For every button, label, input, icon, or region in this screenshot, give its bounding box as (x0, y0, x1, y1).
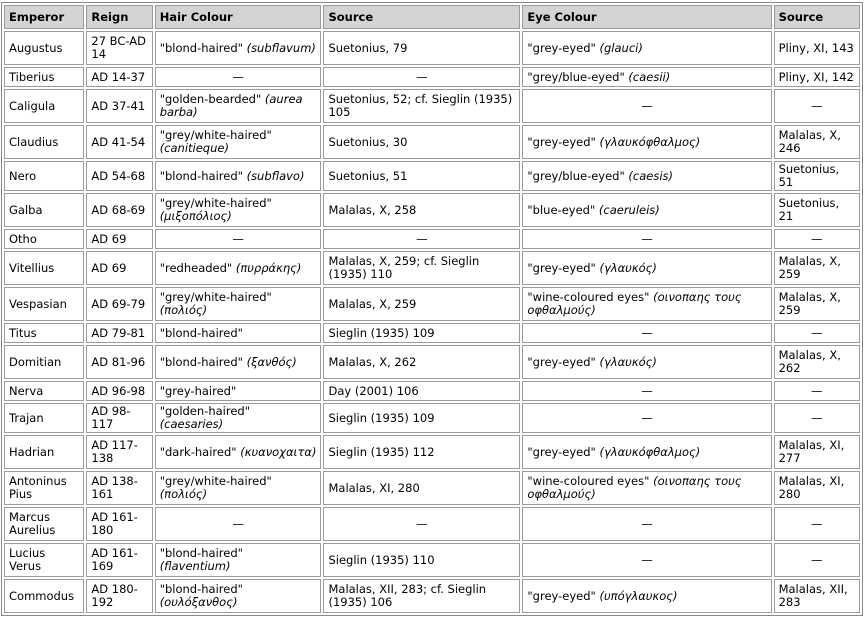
hair-source-cell: Malalas, X, 258 (323, 193, 520, 227)
emperor-cell: Trajan (4, 403, 84, 433)
emperor-cell: Claudius (4, 125, 84, 159)
hair-colour-cell-term: (πολιός) (159, 303, 208, 317)
emperors-table (1, 2, 863, 616)
header-row (4, 5, 860, 29)
reign-cell: AD 161-169 (86, 543, 152, 577)
hair-colour-cell (155, 89, 322, 123)
table-row (4, 471, 860, 505)
eye-colour-cell-text: "grey/blue-eyed" (527, 69, 625, 84)
eye-source-cell: Malalas, X, 262 (774, 345, 860, 379)
table-row (4, 543, 860, 577)
hair-colour-cell-text: "dark-haired" (159, 444, 237, 459)
eye-colour-cell-term: (caeruleis) (598, 202, 660, 217)
emperor-cell: Caligula (4, 89, 84, 123)
hair-colour-cell-term: (ουλόξανθος) (159, 595, 238, 609)
eye-source-cell: Malalas, X, 259 (774, 251, 860, 285)
hair-source-cell: Suetonius, 51 (323, 161, 520, 191)
hair-colour-cell-text: — (232, 516, 244, 531)
emperor-cell: Vespasian (4, 287, 84, 321)
hair-colour-cell-text: "redheaded" (159, 260, 233, 275)
hair-source-cell: — (323, 229, 520, 249)
eye-colour-cell (522, 287, 771, 321)
hair-source-cell: — (323, 67, 520, 87)
table-row (4, 435, 860, 469)
hair-colour-cell-text: "grey/white-haired" (159, 474, 272, 488)
eye-source-cell: Malalas, XI, 277 (774, 435, 860, 469)
eye-source-cell: — (774, 381, 860, 401)
hair-colour-cell-term: (πυρράκης) (235, 260, 302, 275)
hair-source-cell: Malalas, X, 259 (323, 287, 520, 321)
table-row (4, 345, 860, 379)
eye-colour-cell-text: "grey-eyed" (527, 40, 596, 55)
reign-cell: AD 81-96 (86, 345, 152, 379)
reign-cell: AD 69 (86, 229, 152, 249)
hair-source-cell: Suetonius, 79 (323, 31, 520, 65)
hair-colour-cell-term: (aurea barba) (159, 92, 303, 119)
reign-cell: 27 BC-AD 14 (86, 31, 152, 65)
hair-colour-cell (155, 435, 322, 469)
table-row (4, 31, 860, 65)
eye-colour-cell (522, 251, 771, 285)
eye-colour-cell (522, 31, 771, 65)
hair-source-cell: Malalas, XII, 283; cf. Sieglin (1935) 106 (323, 579, 520, 613)
emperor-cell: Otho (4, 229, 84, 249)
reign-cell: AD 180-192 (86, 579, 152, 613)
hair-colour-cell-term: (subflavum) (246, 40, 316, 55)
eye-source-cell: — (774, 403, 860, 433)
hair-colour-cell-term: (μιξοπόλιος) (159, 209, 232, 223)
eye-colour-cell (522, 193, 771, 227)
table-row (4, 403, 860, 433)
header-hair-source: Source (323, 5, 520, 29)
hair-source-cell: Sieglin (1935) 109 (323, 403, 520, 433)
eye-source-cell: Malalas, X, 259 (774, 287, 860, 321)
eye-source-cell: — (774, 507, 860, 541)
eye-colour-cell-text: "grey-eyed" (527, 588, 596, 603)
eye-colour-cell-text: — (641, 410, 653, 425)
emperor-cell: Hadrian (4, 435, 84, 469)
eye-colour-cell (522, 161, 771, 191)
table-row (4, 161, 860, 191)
emperor-cell: Antoninus Pius (4, 471, 84, 505)
eye-colour-cell-text: — (641, 383, 653, 398)
eye-colour-cell-text: "grey-eyed" (527, 260, 596, 275)
hair-colour-cell (155, 287, 322, 321)
eye-colour-cell-term: (οινοπαης τους οφθαλμούς) (527, 474, 742, 501)
eye-source-cell: — (774, 543, 860, 577)
eye-colour-cell-term: (glauci) (599, 40, 643, 55)
eye-colour-cell (522, 89, 771, 123)
eye-source-cell: — (774, 229, 860, 249)
eye-colour-cell (522, 435, 771, 469)
header-reign: Reign (86, 5, 152, 29)
hair-colour-cell-term: (caesaries) (159, 417, 224, 431)
eye-source-cell: Pliny, XI, 142 (774, 67, 860, 87)
hair-colour-cell (155, 345, 322, 379)
hair-colour-cell-text: "grey/white-haired" (159, 290, 272, 304)
table-row (4, 287, 860, 321)
hair-colour-cell (155, 251, 322, 285)
eye-colour-cell (522, 345, 771, 379)
hair-colour-cell (155, 67, 322, 87)
eye-source-cell: Malalas, XII, 283 (774, 579, 860, 613)
eye-colour-cell-text: — (641, 325, 653, 340)
eye-colour-cell-text: "grey-eyed" (527, 354, 596, 369)
emperor-cell: Lucius Verus (4, 543, 84, 577)
hair-colour-cell-term: (ξανθός) (246, 354, 297, 369)
eye-colour-cell-text: "wine-coloured eyes" (527, 474, 650, 488)
emperor-cell: Domitian (4, 345, 84, 379)
eye-colour-cell (522, 507, 771, 541)
hair-colour-cell-term: (flaventium) (159, 559, 231, 573)
hair-colour-cell-text: "blond-haired" (159, 325, 243, 340)
eye-colour-cell-term: (caesii) (628, 69, 671, 84)
hair-source-cell: Malalas, XI, 280 (323, 471, 520, 505)
table-body (4, 31, 860, 613)
eye-colour-cell-text: "blue-eyed" (527, 202, 596, 217)
header-eye-colour: Eye Colour (522, 5, 771, 29)
eye-colour-cell (522, 229, 771, 249)
eye-colour-cell-term: (υπόγλαυκος) (599, 588, 678, 603)
reign-cell: AD 37-41 (86, 89, 152, 123)
hair-colour-cell-text: "blond-haired" (159, 354, 243, 369)
hair-colour-cell-text: "blond-haired" (159, 168, 243, 183)
eye-colour-cell-term: (γλαυκός) (599, 354, 657, 369)
eye-colour-cell-text: — (641, 98, 653, 113)
eye-colour-cell (522, 323, 771, 343)
hair-colour-cell-term: (canitieque) (159, 141, 229, 155)
hair-source-cell: Sieglin (1935) 112 (323, 435, 520, 469)
hair-source-cell: — (323, 507, 520, 541)
eye-source-cell: — (774, 323, 860, 343)
table-row (4, 67, 860, 87)
eye-colour-cell-text: "wine-coloured eyes" (527, 290, 650, 304)
hair-colour-cell (155, 543, 322, 577)
hair-colour-cell (155, 381, 322, 401)
eye-colour-cell (522, 579, 771, 613)
reign-cell: AD 96-98 (86, 381, 152, 401)
reign-cell: AD 54-68 (86, 161, 152, 191)
hair-colour-cell (155, 579, 322, 613)
eye-colour-cell-text: — (641, 231, 653, 246)
reign-cell: AD 41-54 (86, 125, 152, 159)
table-row (4, 579, 860, 613)
eye-colour-cell-text: "grey/blue-eyed" (527, 168, 625, 183)
hair-colour-cell-term: (κυανοχαιτα) (240, 444, 317, 459)
hair-colour-cell (155, 125, 322, 159)
hair-colour-cell (155, 471, 322, 505)
eye-colour-cell-term: (caesis) (628, 168, 674, 183)
eye-colour-cell-term: (γλαυκός) (599, 260, 657, 275)
table-row (4, 193, 860, 227)
header-eye-source: Source (774, 5, 860, 29)
hair-colour-cell-text: "blond-haired" (159, 582, 243, 596)
hair-source-cell: Malalas, X, 259; cf. Sieglin (1935) 110 (323, 251, 520, 285)
eye-source-cell: Pliny, XI, 143 (774, 31, 860, 65)
hair-colour-cell-text: "golden-haired" (159, 404, 250, 418)
eye-colour-cell-term: (οινοπαης τους οφθαλμούς) (527, 290, 742, 317)
reign-cell: AD 117-138 (86, 435, 152, 469)
hair-source-cell: Suetonius, 52; cf. Sieglin (1935) 105 (323, 89, 520, 123)
header-hair-colour: Hair Colour (155, 5, 322, 29)
eye-source-cell: — (774, 89, 860, 123)
hair-colour-cell (155, 31, 322, 65)
eye-colour-cell (522, 471, 771, 505)
table-row (4, 125, 860, 159)
table-row (4, 229, 860, 249)
reign-cell: AD 14-37 (86, 67, 152, 87)
emperor-cell: Nero (4, 161, 84, 191)
hair-colour-cell (155, 193, 322, 227)
eye-colour-cell-text: "grey-eyed" (527, 444, 596, 459)
reign-cell: AD 68-69 (86, 193, 152, 227)
hair-colour-cell (155, 403, 322, 433)
eye-source-cell: Suetonius, 21 (774, 193, 860, 227)
hair-colour-cell-term: (πολιός) (159, 487, 208, 501)
hair-colour-cell-text: "grey-haired" (159, 383, 237, 398)
reign-cell: AD 98-117 (86, 403, 152, 433)
reign-cell: AD 161-180 (86, 507, 152, 541)
table-row (4, 507, 860, 541)
reign-cell: AD 69 (86, 251, 152, 285)
hair-source-cell: Day (2001) 106 (323, 381, 520, 401)
emperor-cell: Titus (4, 323, 84, 343)
emperor-cell: Commodus (4, 579, 84, 613)
eye-colour-cell-term: (γλαυκόφθαλμος) (599, 134, 701, 149)
table-row (4, 323, 860, 343)
reign-cell: AD 69-79 (86, 287, 152, 321)
hair-colour-cell-text: "grey/white-haired" (159, 128, 272, 142)
eye-colour-cell-text: — (641, 552, 653, 567)
hair-colour-cell-text: "blond-haired" (159, 546, 243, 560)
emperor-cell: Nerva (4, 381, 84, 401)
emperor-cell: Galba (4, 193, 84, 227)
hair-colour-cell-text: "golden-bearded" (159, 92, 262, 106)
hair-colour-cell-text: "blond-haired" (159, 40, 243, 55)
reign-cell: AD 138-161 (86, 471, 152, 505)
hair-colour-cell-text: — (232, 231, 244, 246)
eye-colour-cell (522, 67, 771, 87)
header-emperor: Emperor (4, 5, 84, 29)
hair-source-cell: Suetonius, 30 (323, 125, 520, 159)
eye-colour-cell (522, 381, 771, 401)
eye-colour-cell-text: "grey-eyed" (527, 134, 596, 149)
hair-colour-cell-text: "grey/white-haired" (159, 196, 272, 210)
hair-colour-cell (155, 161, 322, 191)
eye-colour-cell-text: — (641, 516, 653, 531)
emperor-cell: Marcus Aurelius (4, 507, 84, 541)
table-row (4, 381, 860, 401)
table-row (4, 251, 860, 285)
eye-colour-cell (522, 125, 771, 159)
hair-source-cell: Sieglin (1935) 110 (323, 543, 520, 577)
hair-colour-cell (155, 507, 322, 541)
eye-colour-cell (522, 403, 771, 433)
hair-source-cell: Malalas, X, 262 (323, 345, 520, 379)
emperor-cell: Tiberius (4, 67, 84, 87)
eye-colour-cell-term: (γλαυκόφθαλμος) (599, 444, 701, 459)
eye-source-cell: Suetonius, 51 (774, 161, 860, 191)
hair-source-cell: Sieglin (1935) 109 (323, 323, 520, 343)
table-row (4, 89, 860, 123)
hair-colour-cell (155, 229, 322, 249)
emperor-cell: Augustus (4, 31, 84, 65)
eye-source-cell: Malalas, X, 246 (774, 125, 860, 159)
reign-cell: AD 79-81 (86, 323, 152, 343)
hair-colour-cell (155, 323, 322, 343)
hair-colour-cell-text: — (232, 69, 244, 84)
eye-source-cell: Malalas, XI, 280 (774, 471, 860, 505)
emperor-cell: Vitellius (4, 251, 84, 285)
eye-colour-cell (522, 543, 771, 577)
hair-colour-cell-term: (subflavo) (246, 168, 305, 183)
